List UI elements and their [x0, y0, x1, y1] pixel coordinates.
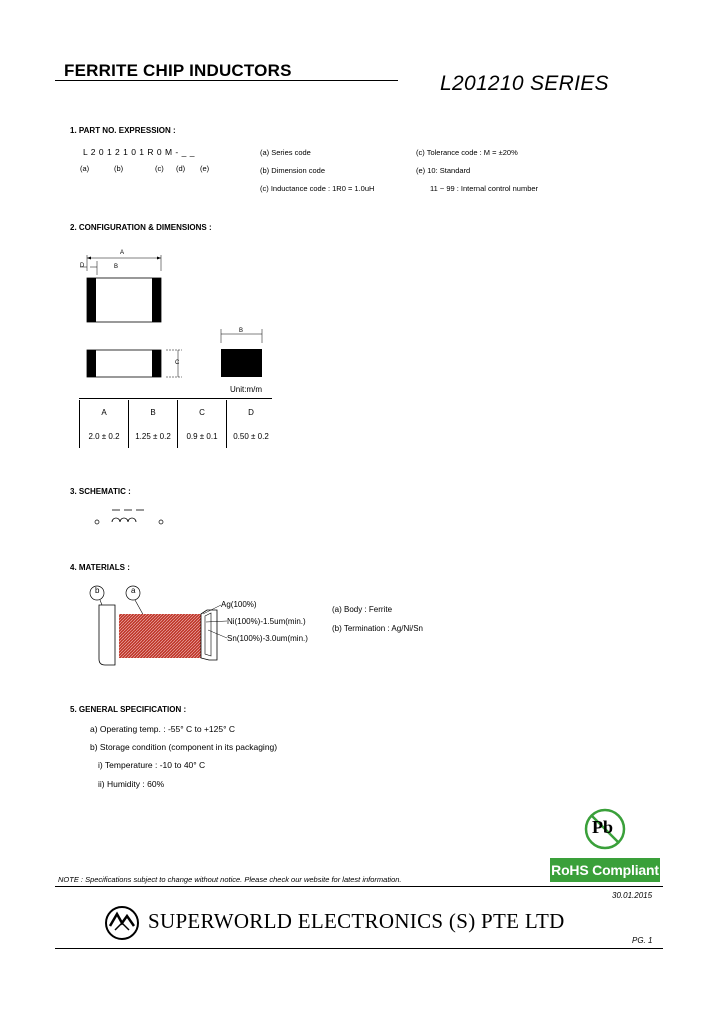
layer-sn: Sn(100%)-3.0um(min.): [227, 634, 308, 643]
dim-label-a: A: [120, 250, 125, 256]
table-header-a: A: [80, 400, 129, 424]
table-value-b: 1.25 ± 0.2: [129, 424, 178, 448]
layer-ag: Ag(100%): [221, 600, 257, 609]
legend-dimension-code: (b) Dimension code: [260, 166, 326, 175]
page-number: PG. 1: [632, 936, 653, 945]
dim-label-d: D: [80, 263, 85, 269]
callout-b: b: [95, 586, 100, 595]
dim-label-c: C: [175, 360, 180, 366]
legend-tolerance-code: (c) Tolerance code : M = ±20%: [416, 148, 518, 157]
table-value-a: 2.0 ± 0.2: [80, 424, 129, 448]
spec-temperature: i) Temperature : -10 to 40° C: [98, 760, 206, 770]
section-config-heading: 2. CONFIGURATION & DIMENSIONS :: [70, 223, 212, 232]
part-label-c: (c): [155, 164, 164, 173]
inductor-schematic-icon: [90, 506, 170, 530]
footer-rule-bottom: [55, 948, 663, 949]
part-label-b: (b): [114, 164, 124, 173]
company-name: SUPERWORLD ELECTRONICS (S) PTE LTD: [148, 909, 565, 933]
dim-label-b: B: [114, 264, 119, 270]
spec-storage-condition: b) Storage condition (component in its packaging): [90, 742, 278, 752]
footer-date: 30.01.2015: [612, 891, 653, 900]
part-label-a: (a): [80, 164, 90, 173]
callout-a: a: [131, 586, 136, 595]
footer-note: NOTE : Specifications subject to change without notice. Please check our website for latest information.: [58, 875, 402, 884]
part-label-e: (e): [200, 164, 210, 173]
table-header-c: C: [199, 407, 205, 417]
part-code: L 2 0 1 2 1 0 1 R 0 M - _ _: [83, 147, 195, 157]
pb-symbol: Pb: [592, 817, 614, 837]
section-materials-heading: 4. MATERIALS :: [70, 563, 130, 572]
part-label-d: (d): [176, 164, 186, 173]
end-view-chip: [221, 329, 262, 377]
table-top-rule: [79, 398, 272, 399]
spec-humidity: ii) Humidity : 60%: [98, 779, 165, 789]
material-termination: (b) Termination : Ag/Ni/Sn: [332, 624, 424, 633]
table-value-d: 0.50 ± 0.2: [227, 424, 276, 448]
top-view-chip: [80, 255, 161, 322]
side-view-chip: [87, 350, 182, 377]
layer-ni: Ni(100%)-1.5um(min.): [227, 617, 306, 626]
series-name: L201210 SERIES: [440, 72, 609, 95]
spec-operating-temp: a) Operating temp. : -55° C to +125° C: [90, 724, 235, 734]
section-part-no-heading: 1. PART NO. EXPRESSION :: [70, 126, 176, 135]
legend-inductance-code: (c) Inductance code : 1R0 = 1.0uH: [260, 184, 375, 193]
table-value-c: 0.9 ± 0.1: [186, 431, 218, 441]
dim-label-b-end: B: [239, 328, 244, 334]
document-title: FERRITE CHIP INDUCTORS: [64, 61, 292, 80]
company-logo-icon: [103, 904, 141, 942]
table-header-row: [80, 400, 276, 424]
footer-rule-top: [55, 886, 663, 887]
material-body: (a) Body : Ferrite: [332, 605, 393, 614]
section-spec-heading: 5. GENERAL SPECIFICATION :: [70, 705, 187, 714]
title-underline: [55, 80, 398, 81]
legend-internal-control: 11 ~ 99 : Internal control number: [430, 184, 539, 193]
unit-label: Unit:m/m: [230, 385, 262, 394]
rohs-compliant-badge: RoHS Compliant: [550, 858, 660, 882]
table-value-row: [80, 424, 276, 448]
legend-standard: (e) 10: Standard: [416, 166, 471, 175]
table-header-d: D: [227, 400, 276, 424]
section-schematic-heading: 3. SCHEMATIC :: [70, 487, 131, 496]
layer-leader-lines: [200, 600, 230, 645]
dimensions-table: [79, 400, 275, 448]
table-header-b: B: [129, 400, 178, 424]
legend-series-code: (a) Series code: [260, 148, 311, 157]
